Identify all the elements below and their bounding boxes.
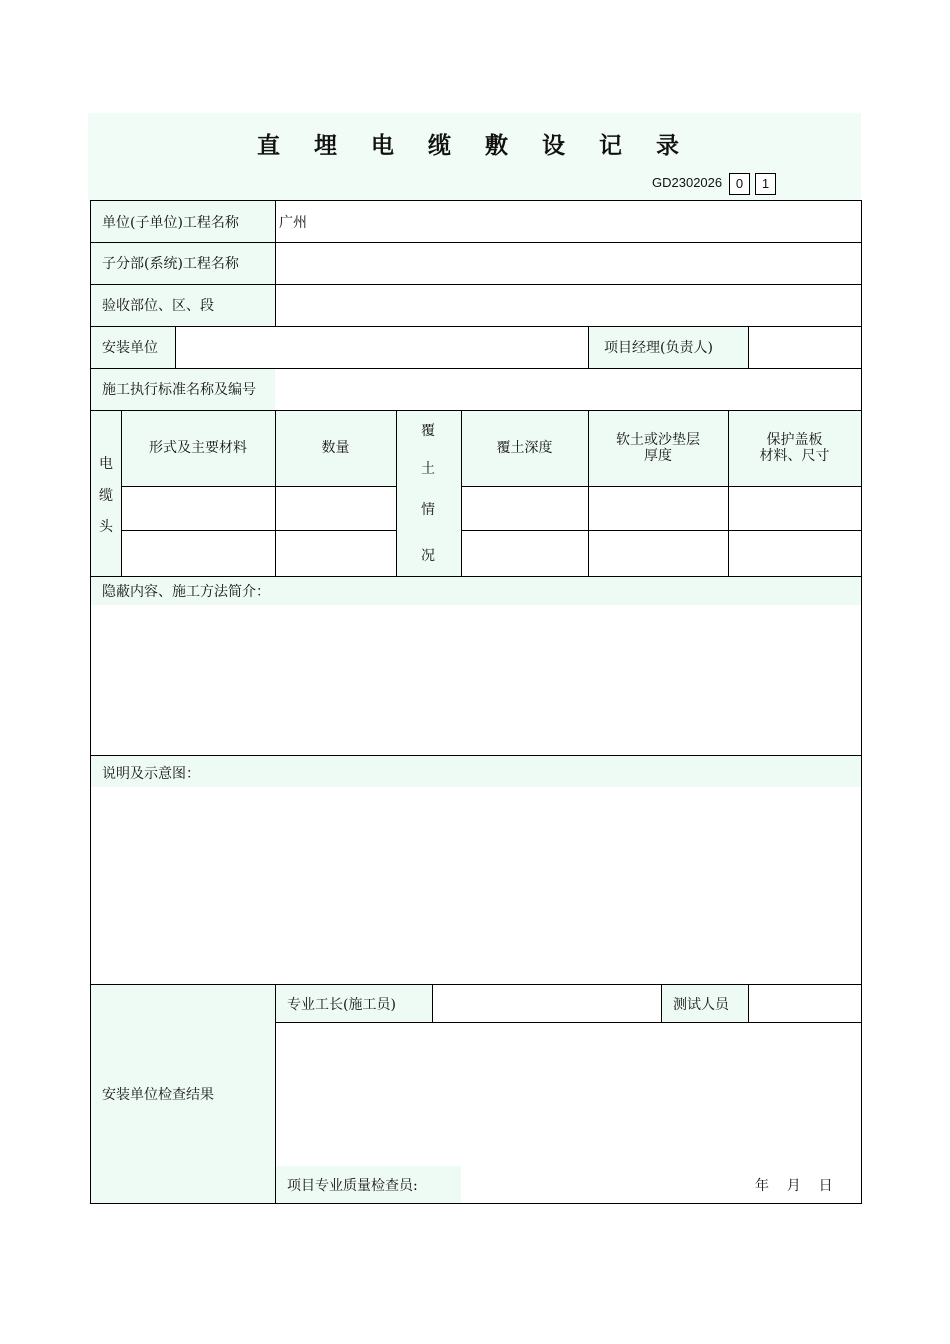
grid-line — [275, 200, 276, 326]
grid-line — [90, 410, 862, 411]
cable-row2-depth[interactable] — [461, 530, 588, 576]
grid-line — [90, 1203, 862, 1204]
cable-row1-cover[interactable] — [728, 486, 861, 530]
install-unit-label: 安装单位 — [90, 326, 175, 368]
cable-row2-soft[interactable] — [588, 530, 728, 576]
col-form-materials: 形式及主要材料 — [121, 410, 275, 486]
code-box-2[interactable]: 1 — [755, 173, 776, 195]
cable-row2-qty[interactable] — [275, 530, 396, 576]
pm-label: 项目经理(负责人) — [588, 326, 748, 368]
grid-line — [861, 200, 862, 1204]
date-label: 年 月 日 — [755, 1178, 833, 1194]
grid-line — [432, 984, 433, 1022]
grid-line — [275, 984, 276, 1203]
grid-line — [461, 410, 462, 576]
sub-project-field[interactable] — [275, 242, 861, 284]
grid-line — [121, 530, 396, 531]
tester-field[interactable] — [748, 985, 861, 1022]
grid-line — [90, 755, 862, 756]
grid-line — [748, 984, 749, 1022]
cable-head-char-1: 电 — [99, 456, 113, 472]
grid-line — [90, 284, 862, 285]
grid-line — [748, 326, 749, 368]
grid-line — [90, 368, 862, 369]
cable-row1-soft[interactable] — [588, 486, 728, 530]
grid-line — [90, 326, 862, 327]
cover-char-3: 情 — [421, 502, 435, 518]
form-title: 直 埋 电 缆 敷 设 记 录 — [256, 133, 693, 159]
grid-line — [588, 410, 589, 576]
inspection-result-area[interactable] — [275, 1022, 861, 1166]
grid-line — [90, 576, 862, 577]
grid-line — [275, 1022, 862, 1023]
grid-line — [90, 984, 862, 985]
unit-project-field[interactable]: 广州 — [279, 214, 307, 231]
grid-line — [461, 486, 862, 487]
cover-char-1: 覆 — [421, 423, 435, 439]
notes-area[interactable] — [90, 787, 861, 984]
tester-label: 测试人员 — [661, 985, 748, 1022]
grid-line — [728, 410, 729, 576]
cable-row2-cover[interactable] — [728, 530, 861, 576]
notes-label: 说明及示意图： — [90, 756, 861, 787]
cable-row1-qty[interactable] — [275, 486, 396, 530]
foreman-field[interactable] — [432, 985, 661, 1022]
inspection-label: 安装单位检查结果 — [90, 985, 275, 1203]
acceptance-field[interactable] — [275, 284, 861, 326]
inspector-field[interactable] — [461, 1166, 741, 1203]
grid-line — [396, 410, 397, 576]
col-cover-depth: 覆土深度 — [461, 410, 588, 486]
col-protect-cover: 保护盖板 材料、尺寸 — [728, 410, 861, 486]
cable-row1-depth[interactable] — [461, 486, 588, 530]
form-code: GD2302026 — [652, 175, 723, 190]
grid-line — [90, 200, 862, 201]
acceptance-label: 验收部位、区、段 — [90, 284, 275, 326]
grid-line — [175, 326, 176, 368]
inspector-label: 项目专业质量检查员: — [275, 1166, 461, 1203]
code-box-1[interactable]: 0 — [729, 173, 750, 195]
grid-line — [90, 200, 91, 1204]
unit-project-label: 单位(子单位)工程名称 — [90, 201, 275, 242]
install-unit-field[interactable] — [175, 326, 588, 368]
hidden-content-area[interactable] — [90, 605, 861, 755]
grid-line — [90, 242, 862, 243]
cable-row2-form[interactable] — [121, 530, 275, 576]
col-quantity: 数量 — [275, 410, 396, 486]
foreman-label: 专业工长(施工员) — [275, 985, 432, 1022]
pm-field[interactable] — [748, 326, 861, 368]
sub-project-label: 子分部(系统)工程名称 — [90, 242, 275, 284]
grid-line — [661, 984, 662, 1022]
grid-line — [275, 410, 276, 576]
standard-label: 施工执行标准名称及编号 — [90, 368, 275, 410]
col-soft-layer: 软土或沙垫层 厚度 — [588, 410, 728, 486]
grid-line — [588, 326, 589, 368]
hidden-content-label: 隐蔽内容、施工方法简介： — [90, 577, 861, 605]
cover-char-2: 土 — [421, 461, 435, 477]
grid-line — [121, 486, 396, 487]
cable-row1-form[interactable] — [121, 486, 275, 530]
grid-line — [121, 410, 122, 576]
standard-field[interactable] — [275, 368, 861, 410]
grid-line — [461, 530, 862, 531]
cable-head-char-2: 缆 — [99, 488, 113, 504]
cover-char-4: 况 — [421, 548, 435, 564]
cable-head-char-3: 头 — [99, 519, 113, 535]
